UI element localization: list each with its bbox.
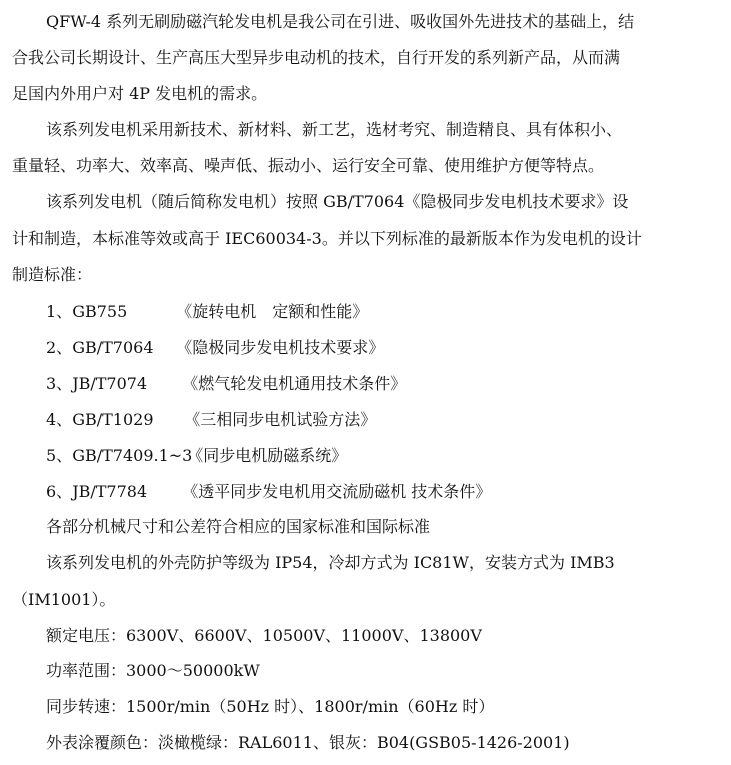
standard-title: 《三相同步电机试验方法》 bbox=[184, 410, 377, 429]
standards-intro-line-1: 该系列发电机（随后简称发电机）按照 GB/T7064《隐极同步发电机技术要求》设 bbox=[46, 192, 629, 211]
standard-title: 《透平同步发电机用交流励磁机 技术条件》 bbox=[182, 482, 492, 501]
spec-power-range: 功率范围：3000～50000kW bbox=[46, 661, 260, 680]
standard-index: 3、 bbox=[46, 374, 73, 393]
spec-coating-color: 外表涂覆颜色：淡橄榄绿：RAL6011、银灰：B04(GSB05-1426-2001) bbox=[46, 733, 570, 752]
standard-index: 1、 bbox=[46, 302, 73, 321]
intro-line-3: 足国内外用户对 4P 发电机的需求。 bbox=[12, 84, 268, 103]
standard-item bbox=[46, 446, 731, 466]
spec-sync-speed: 同步转速：1500r/min（50Hz 时）、1800r/min（60Hz 时） bbox=[46, 697, 495, 716]
standard-code: JB/T7074 bbox=[72, 374, 148, 393]
standard-code: GB755 bbox=[72, 302, 128, 321]
standard-code: JB/T7784 bbox=[72, 482, 148, 501]
protection-line-1: 该系列发电机的外壳防护等级为 IP54，冷却方式为 IC81W，安装方式为 IMB3 bbox=[46, 553, 615, 572]
standard-item bbox=[46, 302, 731, 322]
tolerance-line: 各部分机械尺寸和公差符合相应的国家标准和国际标准 bbox=[46, 517, 431, 536]
standard-index: 6、 bbox=[46, 482, 73, 501]
standard-item bbox=[46, 482, 731, 502]
standard-item bbox=[46, 338, 731, 358]
standard-title: 《隐极同步发电机技术要求》 bbox=[176, 338, 385, 357]
spec-rated-voltage: 额定电压：6300V、6600V、10500V、11000V、13800V bbox=[46, 626, 482, 645]
standard-item bbox=[46, 410, 731, 430]
features-line-1: 该系列发电机采用新技术、新材料、新工艺，选材考究、制造精良、具有体积小、 bbox=[46, 120, 623, 139]
intro-line-2: 合我公司长期设计、生产高压大型异步电动机的技术，自行开发的系列新产品，从而满 bbox=[12, 48, 621, 67]
standard-index: 2、 bbox=[46, 338, 73, 357]
intro-line-1: QFW-4 系列无刷励磁汽轮发电机是我公司在引进、吸收国外先进技术的基础上，结 bbox=[46, 12, 635, 31]
standard-title: 《燃气轮发电机通用技术条件》 bbox=[182, 374, 407, 393]
standard-title: 《旋转电机 定额和性能》 bbox=[176, 302, 369, 321]
standard-code: GB/T7064 bbox=[72, 338, 154, 357]
features-line-2: 重量轻、功率大、效率高、噪声低、振动小、运行安全可靠、使用维护方便等特点。 bbox=[12, 156, 605, 175]
standards-intro-line-3: 制造标准： bbox=[12, 265, 93, 284]
protection-line-2: （IM1001）。 bbox=[12, 590, 116, 609]
standard-item bbox=[46, 374, 731, 394]
standard-code: GB/T1029 bbox=[72, 410, 154, 429]
standard-code: GB/T7409.1~3 bbox=[72, 446, 193, 465]
standard-index: 5、 bbox=[46, 446, 73, 465]
standard-index: 4、 bbox=[46, 410, 73, 429]
standard-title: 《同步电机励磁系统》 bbox=[187, 446, 348, 465]
standards-intro-line-2: 计和制造，本标准等效或高于 IEC60034-3。并以下列标准的最新版本作为发电机的设计 bbox=[12, 229, 642, 248]
